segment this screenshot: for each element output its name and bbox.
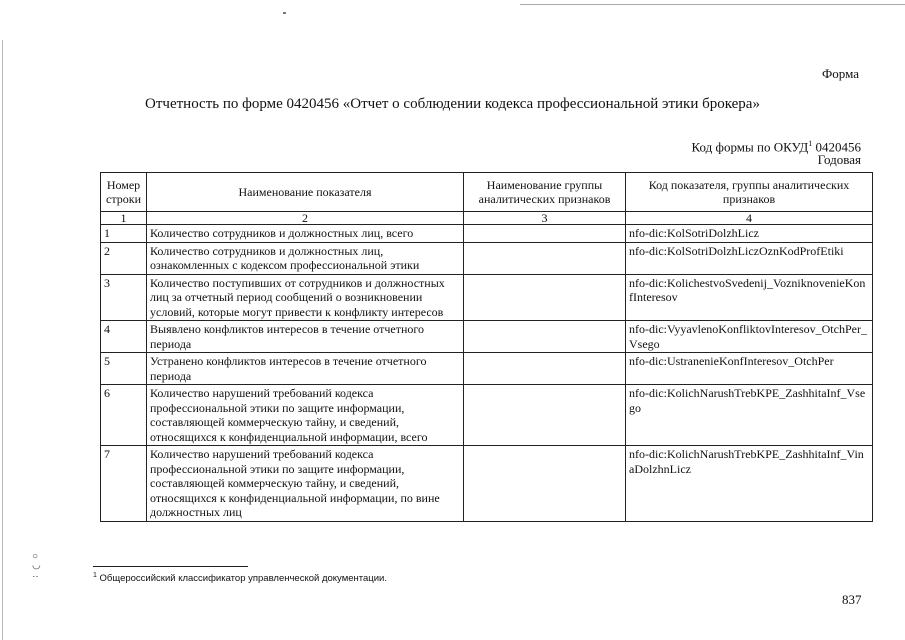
indicator-code: nfo-dic:KolichNarushTrebKPE_ZashhitaInf_VinaDolzhnLicz xyxy=(626,446,873,522)
table-row xyxy=(101,242,873,274)
header-group-name: Наименование группы аналитических признаков xyxy=(464,173,626,212)
okud-code: 0420456 xyxy=(815,139,861,155)
indicator-name: Устранено конфликтов интересов в течение отчетного периода xyxy=(147,353,464,385)
header-code: Код показателя, группы аналитических признаков xyxy=(626,173,873,212)
indicator-code: nfo-dic:KolSotriDolzhLiczOznKodProfEtiki xyxy=(626,242,873,274)
indicator-code: nfo-dic:KolichNarushTrebKPE_ZashhitaInf_Vsego xyxy=(626,385,873,446)
row-number: 6 xyxy=(101,385,147,446)
column-number: 1 xyxy=(101,212,147,225)
okud-footnote-mark: 1 xyxy=(808,139,813,148)
scan-margin-marks: ○ ◡ ‥ xyxy=(32,551,41,580)
group-name xyxy=(464,274,626,321)
group-name xyxy=(464,321,626,353)
page-title: Отчетность по форме 0420456 «Отчет о соблюдении кодекса профессиональной этики брокера» xyxy=(145,96,760,112)
column-number: 4 xyxy=(626,212,873,225)
indicator-name: Выявлено конфликтов интересов в течение отчетного периода xyxy=(147,321,464,353)
row-number: 4 xyxy=(101,321,147,353)
group-name xyxy=(464,446,626,522)
column-number: 2 xyxy=(147,212,464,225)
footnote-divider xyxy=(93,566,248,567)
table-row xyxy=(101,225,873,243)
row-number: 7 xyxy=(101,446,147,522)
indicator-code: nfo-dic:UstranenieKonfInteresov_OtchPer xyxy=(626,353,873,385)
table-header-row xyxy=(101,173,873,212)
indicator-name: Количество нарушений требований кодекса профессиональной этики по защите информации, составляющей коммерческую тайну, и сведений, относящихся к конфиденциальной информации, всего xyxy=(147,385,464,446)
scan-top-rule xyxy=(520,4,905,5)
footnote-mark: 1 xyxy=(93,572,97,579)
row-number: 1 xyxy=(101,225,147,243)
indicator-code: nfo-dic:KolichestvoSvedenij_VozniknovenieKonfInteresov xyxy=(626,274,873,321)
column-number: 3 xyxy=(464,212,626,225)
footnote-text: Общероссийский классификатор управленческой документации. xyxy=(99,573,387,585)
table-row xyxy=(101,353,873,385)
indicator-code: nfo-dic:VyyavlenoKonfliktovInteresov_OtchPer_Vsego xyxy=(626,321,873,353)
report-period: Годовая xyxy=(817,152,861,167)
footnote xyxy=(93,572,387,584)
indicator-name: Количество поступивших от сотрудников и должностных лиц за отчетный период сообщений о возникновении условий, которые могут привести к конфликту интересов xyxy=(147,274,464,321)
scan-speck xyxy=(283,12,286,14)
header-indicator-name: Наименование показателя xyxy=(147,173,464,212)
column-numbers-row xyxy=(101,212,873,225)
table-row xyxy=(101,385,873,446)
indicator-name: Количество нарушений требований кодекса профессиональной этики по защите информации, составляющей коммерческую тайну, и сведений, относящихся к конфиденциальной информации, по вине должностных лиц xyxy=(147,446,464,522)
okud-label: Код формы по ОКУД xyxy=(691,139,809,155)
form-label: Форма xyxy=(822,66,859,81)
scan-left-rule xyxy=(2,40,3,640)
indicator-code: nfo-dic:KolSotriDolzhLicz xyxy=(626,225,873,243)
indicator-name: Количество сотрудников и должностных лиц, всего xyxy=(147,225,464,243)
page-number: 837 xyxy=(842,592,862,607)
header-row-number: Номер строки xyxy=(101,173,147,212)
report-table xyxy=(100,172,873,522)
table-row xyxy=(101,446,873,522)
table-row xyxy=(101,274,873,321)
row-number: 3 xyxy=(101,274,147,321)
row-number: 5 xyxy=(101,353,147,385)
group-name xyxy=(464,353,626,385)
group-name xyxy=(464,385,626,446)
row-number: 2 xyxy=(101,242,147,274)
group-name xyxy=(464,242,626,274)
indicator-name: Количество сотрудников и должностных лиц, ознакомленных с кодексом профессиональной этики xyxy=(147,242,464,274)
group-name xyxy=(464,225,626,243)
table-row xyxy=(101,321,873,353)
